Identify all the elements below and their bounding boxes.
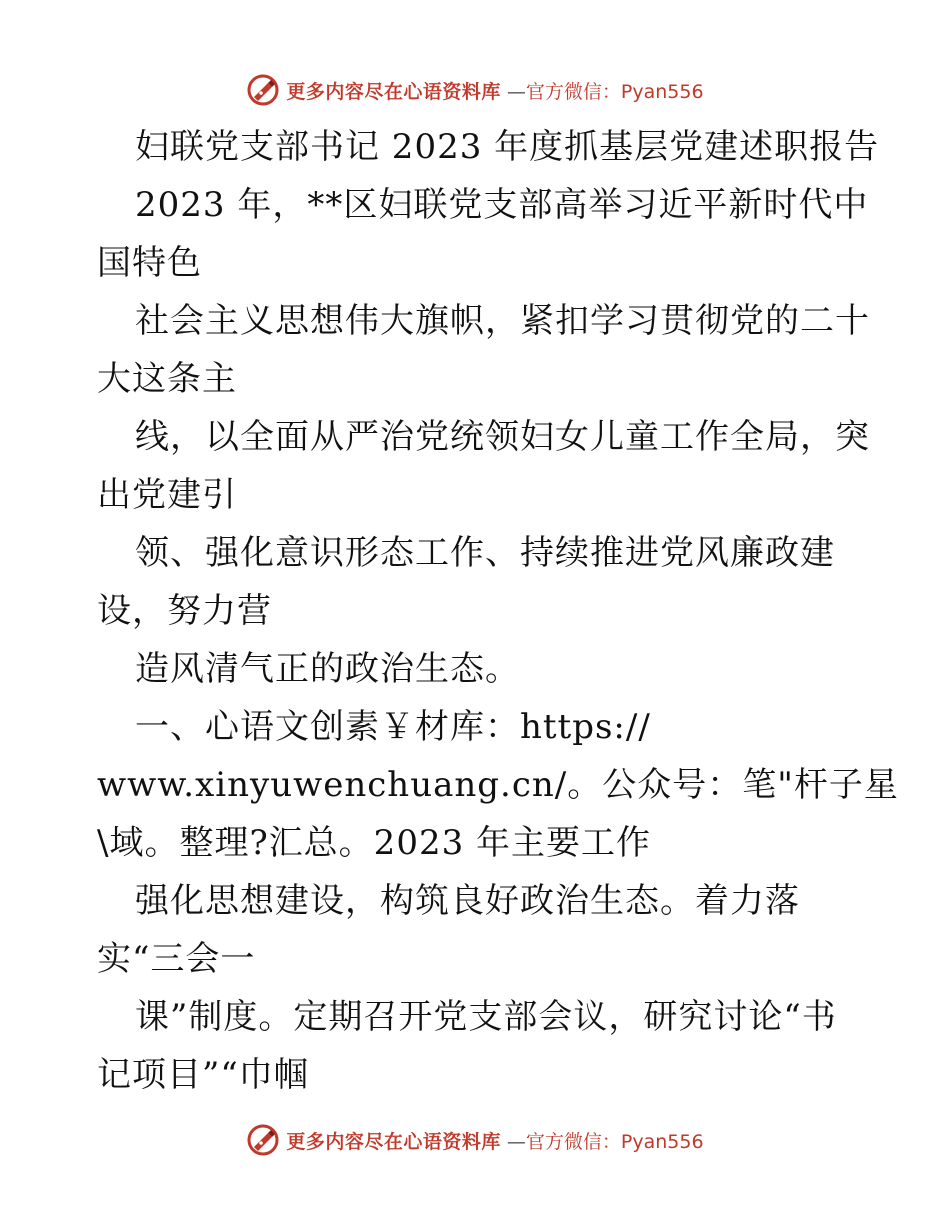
watermark-dash: — — [506, 1130, 526, 1153]
watermark-dash: — — [506, 80, 526, 103]
doc-line: \域。整理?汇总。2023 年主要工作 — [97, 823, 652, 863]
pen-nib-logo-icon — [246, 1123, 280, 1157]
watermark-wechat — [507, 77, 704, 104]
doc-line: 设，努力营 — [97, 591, 272, 631]
doc-line: 线，以全面从严治党统领妇女儿童工作全局，突 — [135, 417, 870, 457]
doc-line: 造风清气正的政治生态。 — [135, 649, 520, 689]
pen-nib-logo-icon — [246, 73, 280, 107]
doc-line: 领、强化意识形态工作、持续推进党风廉政建 — [135, 533, 835, 573]
watermark-wechat-text: 官方微信：Pyan556 — [525, 1130, 704, 1153]
doc-line: 记项目”“巾帼 — [97, 1055, 309, 1095]
doc-line: 国特色 — [97, 243, 202, 283]
watermark-site-text: 更多内容尽在心语资料库 — [286, 1130, 501, 1153]
doc-line: 强化思想建设，构筑良好政治生态。着力落 — [135, 881, 800, 921]
doc-title: 妇联党支部书记 2023 年度抓基层党建述职报告 — [135, 127, 880, 167]
watermark-banner-bottom — [0, 1120, 950, 1160]
doc-line: 一、心语文创素￥材库：https:// — [135, 707, 651, 747]
doc-line: www.xinyuwenchuang.cn/。公众号：笔"杆子星 — [97, 765, 899, 805]
doc-line: 2023 年，**区妇联党支部高举习近平新时代中 — [135, 185, 869, 225]
watermark-site-text: 更多内容尽在心语资料库 — [286, 80, 501, 103]
doc-line: 大这条主 — [97, 359, 237, 399]
document-body — [97, 118, 899, 1104]
doc-line: 出党建引 — [97, 475, 237, 515]
doc-line: 课”制度。定期召开党支部会议，研究讨论“书 — [135, 997, 837, 1037]
doc-line: 社会主义思想伟大旗帜，紧扣学习贯彻党的二十 — [135, 301, 870, 341]
watermark-wechat-text: 官方微信：Pyan556 — [525, 80, 704, 103]
watermark-wechat — [507, 1127, 704, 1154]
doc-line: 实“三会一 — [97, 939, 256, 979]
watermark-banner-top — [0, 70, 950, 110]
